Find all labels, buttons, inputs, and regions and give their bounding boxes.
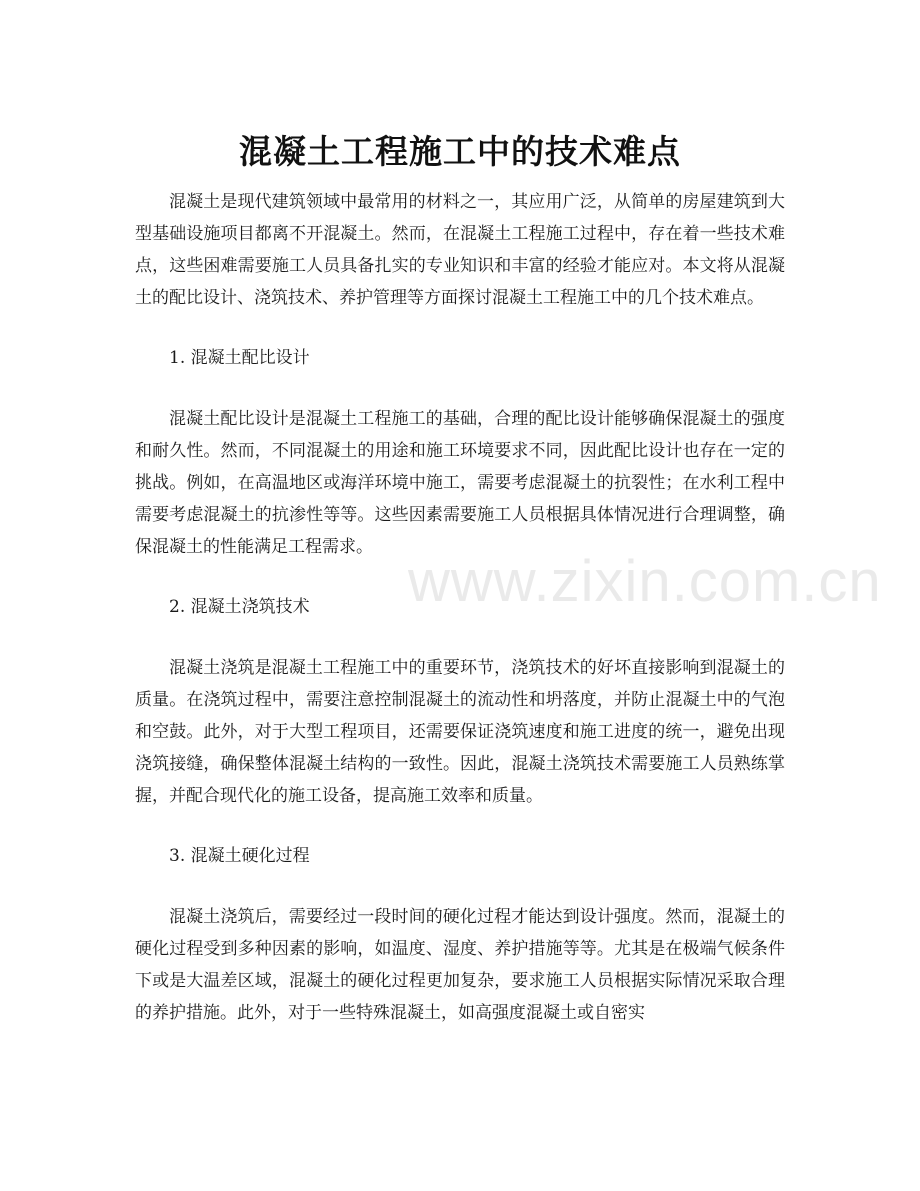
section-body-mix-design: 混凝土配比设计是混凝土工程施工的基础，合理的配比设计能够确保混凝土的强度和耐久性。然而，不同混凝土的用途和施工环境要求不同，因此配比设计也存在一定的挑战。例如，在高温地区或海洋环境中施工，需要考虑混凝土的抗裂性；在水利工程中需要考虑混凝土的抗渗性等等。这些因素需要施工人员根据具体情况进行合理调整，确保混凝土的性能满足工程需求。 — [135, 409, 785, 557]
document-title: 混凝土工程施工中的技术难点 — [239, 132, 681, 172]
document-body — [135, 186, 785, 1029]
section-body-hardening: 混凝土浇筑后，需要经过一段时间的硬化过程才能达到设计强度。然而，混凝土的硬化过程受到多种因素的影响，如温度、湿度、养护措施等等。尤其是在极端气候条件下或是大温差区域，混凝土的硬化过程更加复杂，要求施工人员根据实际情况采取合理的养护措施。此外，对于一些特殊混凝土，如高强度混凝土或自密实 — [135, 907, 785, 1023]
intro-paragraph: 混凝土是现代建筑领域中最常用的材料之一，其应用广泛，从简单的房屋建筑到大型基础设施项目都离不开混凝土。然而，在混凝土工程施工过程中，存在着一些技术难点，这些困难需要施工人员具备扎实的专业知识和丰富的经验才能应对。本文将从混凝土的配比设计、浇筑技术、养护管理等方面探讨混凝土工程施工中的几个技术难点。 — [135, 192, 785, 308]
section-heading-mix-design: 1. 混凝土配比设计 — [169, 348, 310, 368]
section-body-pouring: 混凝土浇筑是混凝土工程施工中的重要环节，浇筑技术的好坏直接影响到混凝土的质量。在浇筑过程中，需要注意控制混凝土的流动性和坍落度，并防止混凝土中的气泡和空鼓。此外，对于大型工程项目，还需要保证浇筑速度和施工进度的统一，避免出现浇筑接缝，确保整体混凝土结构的一致性。因此，混凝土浇筑技术需要施工人员熟练掌握，并配合现代化的施工设备，提高施工效率和质量。 — [135, 658, 785, 806]
section-heading-pouring: 2. 混凝土浇筑技术 — [169, 597, 310, 617]
watermark: www.zixin.com.cn — [408, 549, 882, 614]
section-heading-hardening: 3. 混凝土硬化过程 — [169, 846, 310, 866]
